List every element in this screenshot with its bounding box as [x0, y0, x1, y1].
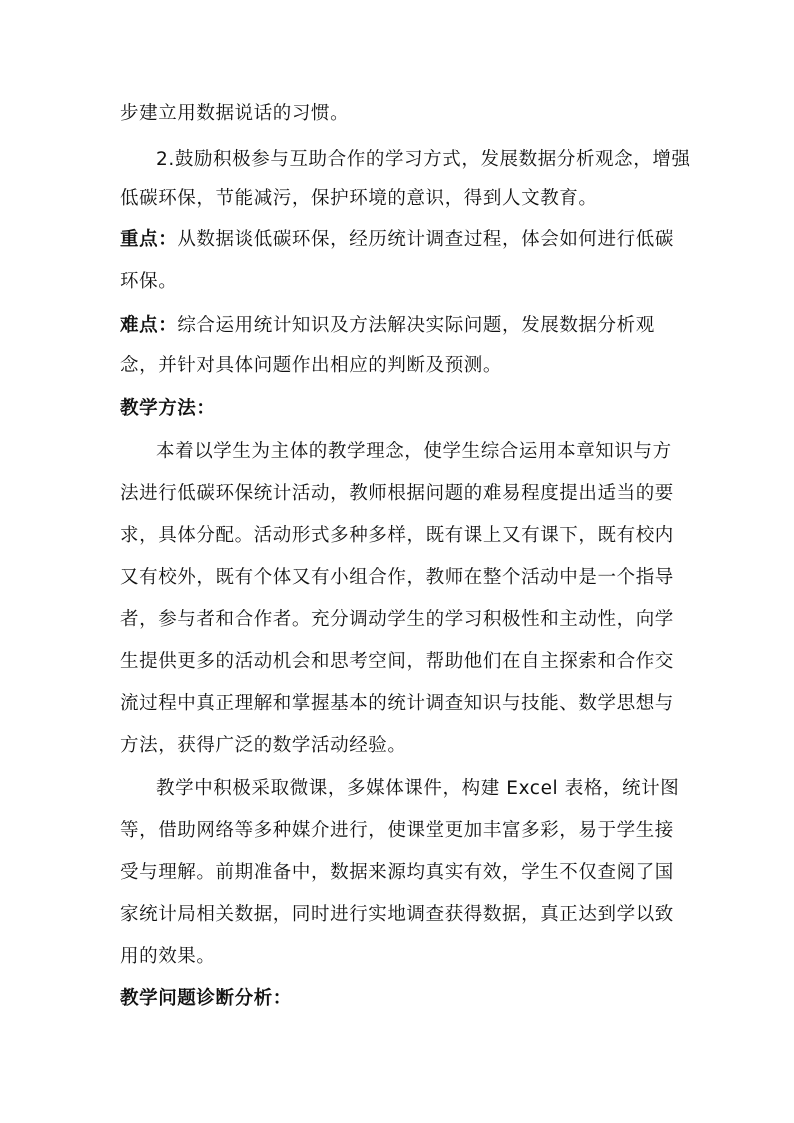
paragraph-line: [120, 565, 680, 591]
text: 本着以学生为主体的教学理念，使学生综合运用本章知识与方: [156, 441, 672, 462]
text: 步建立用数据说话的习惯。: [120, 103, 350, 124]
paragraph-line: [120, 649, 680, 675]
text: 2.鼓励积极参与互助合作的学习方式，发展数据分析观念，增强: [156, 149, 691, 170]
paragraph-line: [120, 818, 680, 844]
text: 环保。: [120, 271, 178, 292]
text: 等，借助网络等多种媒介进行，使课堂更加丰富多彩，易于学生接: [120, 820, 674, 841]
key-points-label: 重点：: [120, 229, 178, 250]
paragraph-line: [120, 902, 680, 928]
paragraph-line: [156, 439, 716, 465]
text: 生提供更多的活动机会和思考空间，帮助他们在自主探索和合作交: [120, 651, 674, 672]
key-points-line: [120, 227, 680, 253]
paragraph-line: [120, 186, 680, 212]
text: 低碳环保，节能减污，保护环境的意识，得到人文教育。: [120, 188, 598, 209]
paragraph-line: [120, 607, 680, 633]
paragraph-line: [120, 944, 680, 970]
paragraph-line: [156, 147, 716, 173]
section-heading-teaching-methods: [120, 396, 680, 422]
text: 流过程中真正理解和掌握基本的统计调查知识与技能、数学思想与: [120, 693, 674, 714]
paragraph-line: [120, 523, 680, 549]
text: 方法，获得广泛的数学活动经验。: [120, 735, 407, 756]
paragraph-line: [120, 269, 680, 295]
paragraph-line: [120, 691, 680, 717]
text: 综合运用统计知识及方法解决实际问题，发展数据分析观: [177, 315, 655, 336]
text: 法进行低碳环保统计活动，教师根据问题的难易程度提出适当的要: [120, 483, 674, 504]
text: 用的效果。: [120, 946, 216, 967]
text: 求，具体分配。活动形式多种多样，既有课上又有课下，既有校内: [120, 525, 674, 546]
paragraph-line: [120, 481, 680, 507]
paragraph-line: [120, 733, 680, 759]
difficult-points-line: [120, 313, 680, 339]
text: 从数据谈低碳环保，经历统计调查过程，体会如何进行低碳: [177, 229, 674, 250]
heading-text: 教学问题诊断分析：: [120, 988, 292, 1009]
section-heading-diagnosis: [120, 986, 680, 1012]
text: 又有校外，既有个体又有小组合作，教师在整个活动中是一个指导: [120, 567, 674, 588]
text: 教学中积极采取微课，多媒体课件，构建 Excel 表格，统计图: [156, 778, 680, 799]
heading-text: 教学方法：: [120, 398, 216, 419]
text: 受与理解。前期准备中，数据来源均真实有效，学生不仅查阅了国: [120, 862, 674, 883]
difficult-points-label: 难点：: [120, 315, 178, 336]
text: 家统计局相关数据，同时进行实地调查获得数据，真正达到学以致: [120, 904, 674, 925]
paragraph-line: [120, 860, 680, 886]
text: 念，并针对具体问题作出相应的判断及预测。: [120, 355, 503, 376]
text: 者，参与者和合作者。充分调动学生的学习积极性和主动性，向学: [120, 609, 674, 630]
paragraph-line: [156, 776, 716, 802]
paragraph-line: [120, 353, 680, 379]
paragraph-line: [120, 101, 680, 127]
